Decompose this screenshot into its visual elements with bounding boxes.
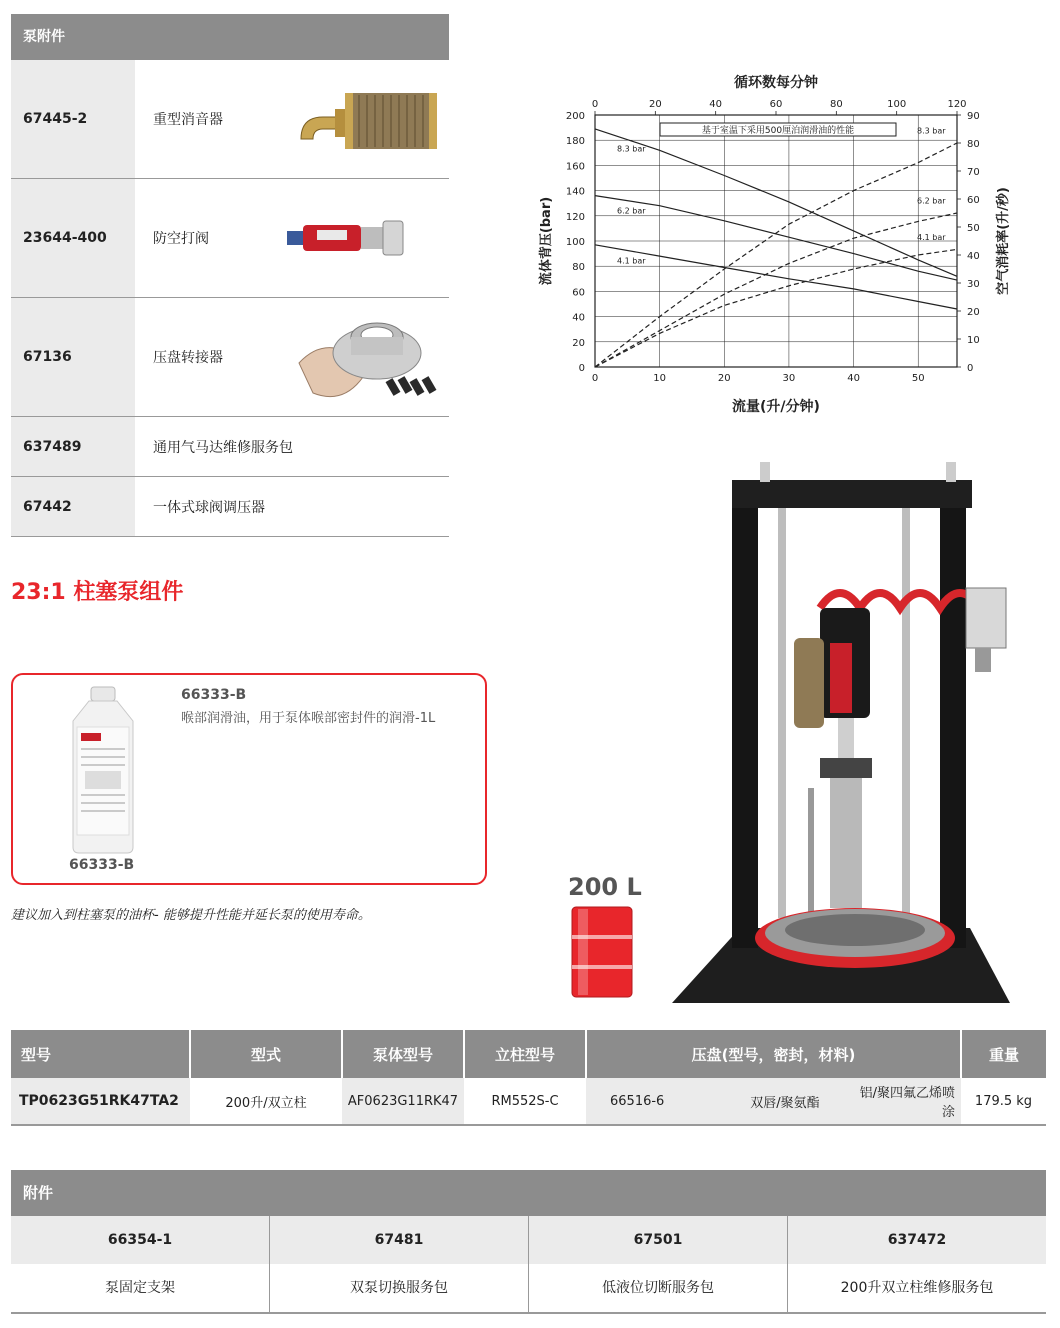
x-bottom-tick-label: 20: [717, 373, 731, 384]
attachment-code: 66354-1: [11, 1216, 269, 1264]
attachments-header: 附件: [11, 1170, 1046, 1216]
accessory-row: [11, 60, 449, 179]
accessory-desc: 压盘转接器: [153, 350, 223, 366]
attachment-code: 637472: [788, 1216, 1046, 1264]
lubricant-code: 66333-B: [181, 687, 247, 703]
accessory-row: [11, 477, 449, 537]
x-bottom-tick-label: 30: [782, 373, 796, 384]
y-left-tick-label: 0: [578, 363, 585, 374]
lubricant-bottle-image: [65, 685, 141, 855]
spec-plate-material: 铝/聚四氟乙烯喷涂: [850, 1078, 961, 1125]
y-left-tick-label: 120: [565, 211, 585, 223]
lubricant-caption: 66333-B: [69, 857, 135, 873]
anti-runaway-valve-image: [283, 213, 423, 263]
attachment-item: [270, 1216, 529, 1314]
y-right-tick-label: 90: [967, 111, 980, 122]
accessory-desc: 重型消音器: [153, 112, 223, 128]
x-top-tick-label: 80: [829, 99, 843, 110]
y-right-tick-label: 40: [967, 251, 980, 262]
x-top-tick-label: 60: [769, 99, 783, 110]
accessory-code: 637489: [11, 417, 135, 476]
spec-pump-model: AF0623G11RK47: [342, 1078, 464, 1125]
series-label: 4.1 bar: [617, 256, 646, 266]
drum-icon: [570, 905, 634, 999]
spec-header-type: 型式: [190, 1030, 342, 1078]
series-label: 8.3 bar: [617, 144, 646, 154]
attachment-name: 双泵切换服务包: [270, 1264, 528, 1314]
spec-header-model: 型号: [11, 1030, 190, 1078]
attachment-name: 200升双立柱维修服务包: [788, 1264, 1046, 1314]
spec-header-weight: 重量: [961, 1030, 1046, 1078]
spec-weight: 179.5 kg: [961, 1078, 1046, 1125]
x-bottom-tick-label: 0: [591, 373, 599, 384]
accessory-row: [11, 417, 449, 477]
spec-plate-model: 66516-6: [586, 1078, 720, 1125]
attachment-name: 泵固定支架: [11, 1264, 269, 1314]
accessory-row: [11, 179, 449, 298]
spec-plate-seal: 双唇/聚氨酯: [720, 1078, 850, 1125]
spec-header-column: 立柱型号: [464, 1030, 586, 1078]
x-top-tick-label: 120: [947, 99, 967, 110]
spec-header-pump: 泵体型号: [342, 1030, 464, 1078]
x-top-tick-label: 40: [709, 99, 723, 110]
attachment-item: [11, 1216, 270, 1314]
y-left-tick-label: 160: [565, 161, 585, 173]
performance-chart: [530, 70, 1030, 420]
chart-ylabel-left: 流体背压(bar): [539, 196, 554, 286]
y-right-tick-label: 80: [967, 139, 980, 150]
y-right-tick-label: 50: [967, 223, 980, 234]
section-title: 23:1 柱塞泵组件: [11, 580, 184, 605]
y-right-tick-label: 30: [967, 279, 980, 290]
chart-subtitle: 基于室温下采用500厘泊润滑油的性能: [701, 126, 855, 136]
spec-table: [11, 1030, 1046, 1126]
accessory-code: 23644-400: [11, 179, 135, 297]
x-top-tick-label: 0: [591, 99, 599, 110]
accessories-header: 泵附件: [11, 14, 449, 60]
accessory-code: 67445-2: [11, 60, 135, 178]
lubricant-description: 喉部润滑油，用于泵体喉部密封件的润滑-1L: [181, 711, 436, 726]
y-left-tick-label: 100: [565, 237, 585, 248]
spec-header-plate: 压盘(型号，密封，材料): [586, 1030, 961, 1078]
lubricant-card: [11, 673, 487, 885]
muffler-image: [291, 79, 441, 159]
pump-assembly-image: [670, 458, 1025, 1008]
x-bottom-tick-label: 40: [847, 373, 860, 384]
accessory-desc: 通用气马达维修服务包: [153, 439, 293, 456]
accessory-desc: 防空打阀: [153, 231, 209, 247]
y-left-tick-label: 180: [565, 136, 585, 148]
y-right-tick-label: 60: [967, 195, 980, 206]
spec-model: TP0623G51RK47TA2: [11, 1078, 190, 1125]
spec-column-model: RM552S-C: [464, 1078, 586, 1125]
accessory-code: 67442: [11, 477, 135, 536]
series-label: 6.2 bar: [617, 206, 646, 216]
pump-accessories-table: [11, 14, 449, 537]
x-bottom-tick-label: 50: [911, 373, 925, 384]
drum-size-label: 200 L: [568, 873, 642, 901]
y-right-tick-label: 0: [967, 363, 974, 374]
attachments-table: [11, 1170, 1046, 1314]
chart-ylabel-right: 空气消耗率(升/秒): [996, 187, 1011, 295]
y-left-tick-label: 80: [572, 262, 585, 274]
accessory-desc: 一体式球阀调压器: [153, 499, 265, 516]
series-label: 6.2 bar: [917, 196, 946, 206]
attachment-item: [788, 1216, 1046, 1314]
lubricant-note: 建议加入到柱塞泵的油杯- 能够提升性能并延长泵的使用寿命。: [11, 908, 371, 923]
spec-row: [11, 1078, 1046, 1125]
y-left-tick-label: 200: [565, 111, 585, 122]
x-top-tick-label: 100: [887, 99, 907, 110]
accessory-row: [11, 298, 449, 417]
series-label: 8.3 bar: [917, 126, 946, 136]
y-right-tick-label: 70: [967, 167, 980, 178]
y-right-tick-label: 20: [967, 307, 980, 318]
x-top-tick-label: 20: [648, 99, 662, 110]
spec-type: 200升/双立柱: [190, 1078, 342, 1125]
y-left-tick-label: 40: [572, 312, 585, 324]
x-bottom-tick-label: 10: [653, 373, 667, 384]
y-left-tick-label: 20: [572, 337, 585, 349]
attachment-code: 67481: [270, 1216, 528, 1264]
attachment-code: 67501: [529, 1216, 787, 1264]
y-right-tick-label: 10: [967, 335, 980, 346]
attachment-item: [529, 1216, 788, 1314]
series-label: 4.1 bar: [917, 232, 946, 242]
spec-header-row: [11, 1030, 1046, 1078]
plate-adapter-image: [293, 307, 443, 407]
y-left-tick-label: 60: [572, 287, 585, 299]
chart-xlabel: 流量(升/分钟): [732, 399, 820, 415]
attachment-name: 低液位切断服务包: [529, 1264, 787, 1314]
y-left-tick-label: 140: [565, 186, 585, 198]
chart-title: 循环数每分钟: [734, 75, 818, 91]
accessory-code: 67136: [11, 298, 135, 416]
